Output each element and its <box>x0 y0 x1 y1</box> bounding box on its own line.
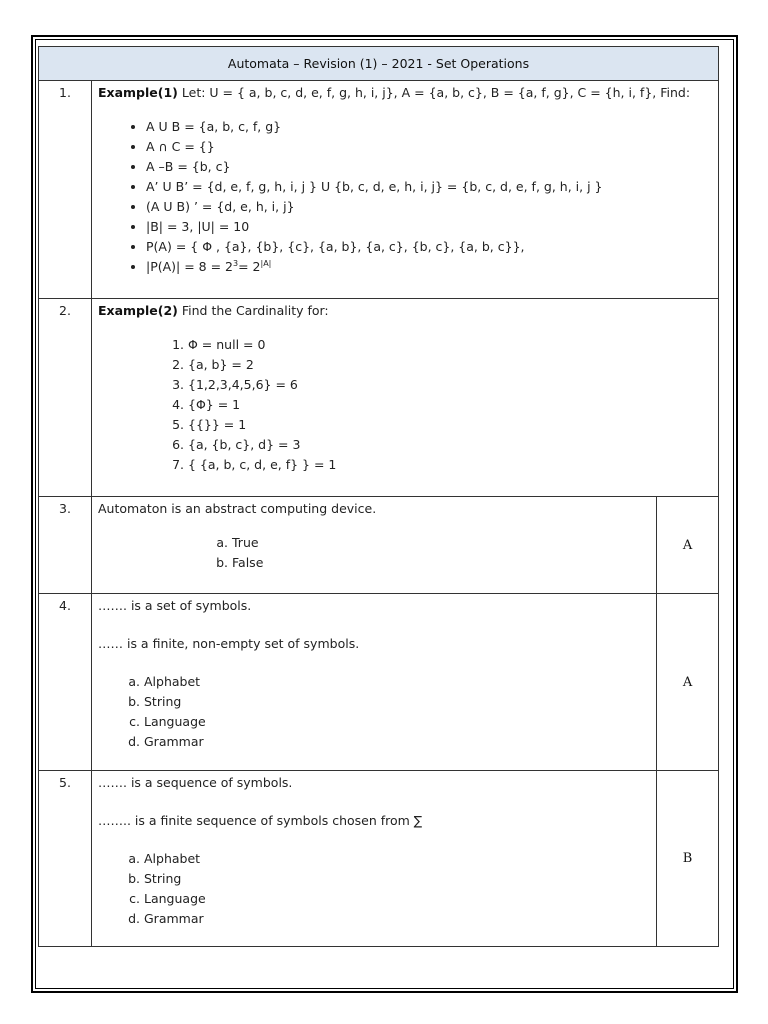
list-item: 1. Φ = null = 0 <box>188 335 718 355</box>
question-number: 3. <box>39 497 92 594</box>
question-lead <box>98 301 718 321</box>
option-item: d. Grammar <box>144 909 656 929</box>
cardinality-list <box>98 335 718 475</box>
question-content <box>92 497 657 594</box>
list-item <box>146 257 718 277</box>
question-number: 4. <box>39 594 92 771</box>
list-item: 3. {1,2,3,4,5,6} = 6 <box>188 375 718 395</box>
power-set-text: |P(A)| = 8 = 2 <box>146 259 234 274</box>
answer-cell: B <box>657 771 719 947</box>
option-item: b. String <box>144 692 656 712</box>
list-item: • |B| = 3, |U| = 10 <box>146 217 718 237</box>
list-item: 2. {a, b} = 2 <box>188 355 718 375</box>
question-content <box>92 594 657 771</box>
example-text: Let: U = { a, b, c, d, e, f, g, h, i, j}, A = {a, b, c}, B = {a, f, g}, C = {h, i, f}, Find: <box>177 85 691 100</box>
option-item: a. True <box>232 533 656 553</box>
answer-cell: A <box>657 497 719 594</box>
option-item: b. False <box>232 553 656 573</box>
question-row-4 <box>39 594 719 771</box>
list-item: 7. { {a, b, c, d, e, f} } = 1 <box>188 455 718 475</box>
set-operations-list <box>98 117 718 277</box>
question-number: 1. <box>39 81 92 299</box>
options-list <box>98 533 656 573</box>
option-item: d. Grammar <box>144 732 656 752</box>
question-lead <box>98 83 718 103</box>
option-item: c. Language <box>144 712 656 732</box>
list-item: • A U B = {a, b, c, f, g} <box>146 117 718 137</box>
question-content <box>92 299 719 497</box>
question-number: 5. <box>39 771 92 947</box>
options-list <box>98 672 656 752</box>
title-row <box>39 47 719 81</box>
list-item: 6. {a, {b, c}, d} = 3 <box>188 435 718 455</box>
question-text: …… is a finite, non-empty set of symbols. <box>98 636 360 651</box>
exponent: |A| <box>260 258 272 268</box>
exponent: 3 <box>233 258 239 268</box>
options-list <box>98 849 656 929</box>
question-content <box>92 771 657 947</box>
example-label: Example(1) <box>98 85 178 100</box>
list-item: • A ∩ C = {} <box>146 137 718 157</box>
list-item: • (A U B) ’ = {d, e, h, i, j} <box>146 197 718 217</box>
power-set-text: = 2 <box>238 259 261 274</box>
option-item: c. Language <box>144 889 656 909</box>
example-text: Find the Cardinality for: <box>177 303 329 318</box>
question-text: ……. is a set of symbols. <box>98 598 252 613</box>
revision-table <box>38 46 719 947</box>
list-item: • P(A) = { Φ , {a}, {b}, {c}, {a, b}, {a, c}, {b, c}, {a, b, c}}, <box>146 237 718 257</box>
option-item: b. String <box>144 869 656 889</box>
question-row-2 <box>39 299 719 497</box>
option-item: a. Alphabet <box>144 849 656 869</box>
list-item: 5. {{}} = 1 <box>188 415 718 435</box>
question-content <box>92 81 719 299</box>
example-label: Example(2) <box>98 303 178 318</box>
question-text: Automaton is an abstract computing device. <box>98 501 377 516</box>
list-item: 4. {Φ} = 1 <box>188 395 718 415</box>
list-item: • A –B = {b, c} <box>146 157 718 177</box>
question-number: 2. <box>39 299 92 497</box>
answer-cell: A <box>657 594 719 771</box>
question-row-1 <box>39 81 719 299</box>
list-item: • A’ U B’ = {d, e, f, g, h, i, j } U {b, c, d, e, h, i, j} = {b, c, d, e, f, g, h, i, j } <box>146 177 718 197</box>
question-row-3 <box>39 497 719 594</box>
question-text: ……. is a sequence of symbols. <box>98 775 293 790</box>
question-text: …….. is a finite sequence of symbols chosen from ∑ <box>98 813 423 828</box>
option-item: a. Alphabet <box>144 672 656 692</box>
question-row-5 <box>39 771 719 947</box>
sheet-title: Automata – Revision (1) – 2021 - Set Operations <box>39 47 719 81</box>
